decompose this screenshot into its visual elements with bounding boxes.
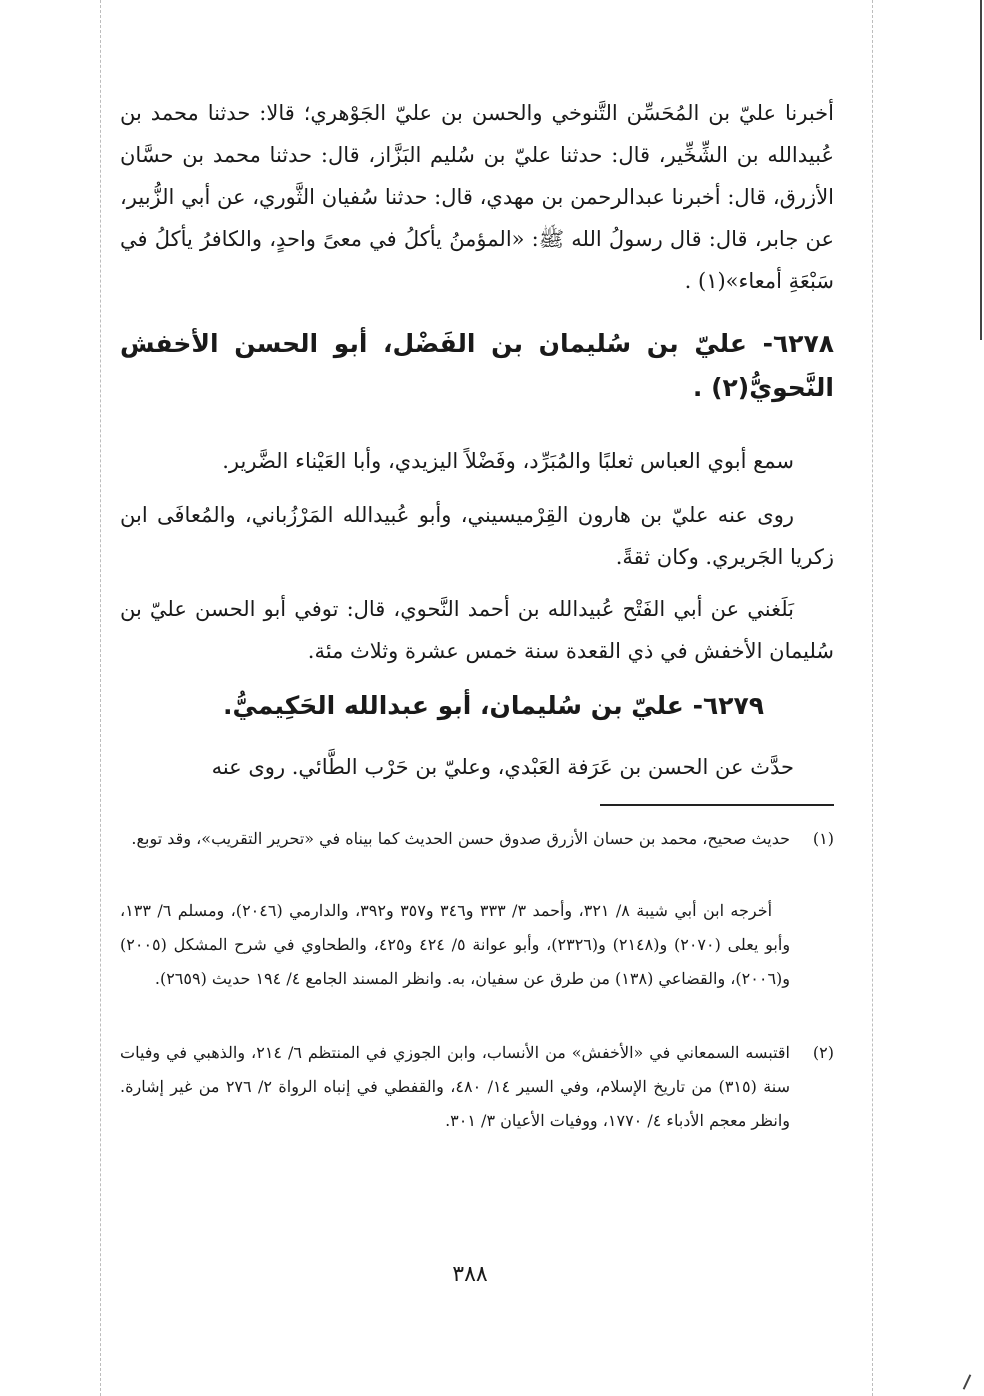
scan-edge-mark-right (980, 0, 982, 340)
footnote-1 (120, 822, 834, 856)
footnote-1-text: حديث صحيح، محمد بن حسان الأزرق صدوق حسن الحديث كما بيناه في «تحرير التقريب»، وقد توبع. (131, 829, 790, 848)
footnote-1-number: (١) (812, 829, 834, 848)
footnote-2-text: اقتبسه السمعاني في «الأخفش» من الأنساب، وابن الجوزي في المنتظم ٦/ ٢١٤، والذهبي في وفيات سنة (٣١٥) من تاريخ الإسلام، وفي السير ١٤/ ٤٨٠، والقفطي في إنباه الرواة ٢/ ٢٧٦ من غير إشارة. وانظر معجم الأدباء ٤/ ١٧٧٠، ووفيات الأعيان ٣/ ٣٠١. (120, 1043, 791, 1130)
footnote-separator (600, 804, 834, 806)
footnote-1-continuation: أخرجه ابن أبي شيبة ٨/ ٣٢١، وأحمد ٣/ ٣٣٣ و٣٤٦ و٣٥٧ و٣٩٢، والدارمي (٢٠٤٦)، ومسلم ٦/ ١٣٣، وأبو يعلى (٢٠٧٠) و(٢١٤٨) و(٢٣٢٦)، وأبو عوانة ٥/ ٤٢٤ و٤٢٥، والطحاوي في شرح المشكل (٢٠٠٥) و(٢٠٠٦)، والقضاعي (١٣٨) من طرق عن سفيان، به. وانظر المسند الجامع ٤/ ١٩٤ حديث (٢٦٥٩). (120, 901, 791, 988)
scan-dashed-line-left (100, 0, 101, 1396)
page-number: ٣٨٨ (452, 1262, 488, 1287)
footnote-2 (120, 1036, 834, 1138)
scan-dashed-line-right (872, 0, 873, 1396)
footnote-2-number: (٢) (812, 1043, 834, 1062)
scan-corner-mark (963, 1374, 972, 1389)
entry-6278-paragraph-narrated: روى عنه عليّ بن هارون القِرْميسيني، وأبو عُبيدالله المَرْزُباني، والمُعافَى ابن زكريا الجَريري. وكان ثقةً. (120, 503, 834, 569)
entry-6279-paragraph: حدَّث عن الحسن بن عَرَفة العَبْدي، وعليّ بن حَرْب الطَّائي. روى عنه (211, 755, 794, 779)
entry-6278-paragraph-heard: سمع أبوي العباس ثعلبًا والمُبَرِّد، وفَضْلاً اليزيدي، وأبا العَيْناء الضَّرير. (222, 449, 794, 473)
entry-6278-paragraph-death: بَلَغني عن أبي الفَتْح عُبيدالله بن أحمد النَّحوي، قال: توفي أبو الحسن عليّ بن سُليمان الأخفش في ذي القعدة سنة خمس عشرة وثلاث مئة. (120, 597, 834, 663)
entry-6278-heading: ٦٢٧٨- عليّ بن سُليمان بن الفَضْل، أبو الحسن الأخفش النَّحويُّ(٢) . (120, 329, 834, 402)
entry-6279-heading: ٦٢٧٩- عليّ بن سُليمان، أبو عبدالله الحَكِيميُّ. (222, 691, 764, 720)
main-paragraph: أخبرنا عليّ بن المُحَسِّن التَّنوخي والحسن بن عليّ الجَوْهري؛ قالا: حدثنا محمد بن عُبيدالله بن الشِّخِّير، قال: حدثنا عليّ بن سُليم البَزَّاز، قال: حدثنا محمد بن حسَّان الأزرق، قال: أخبرنا عبدالرحمن بن مهدي، قال: حدثنا سُفيان الثَّوري، عن أبي الزُّبير، عن جابر، قال: قال رسولُ الله ﷺ: «المؤمنُ يأكلُ في معىً واحدٍ، والكافرُ يأكلُ في سَبْعَةِ أمعاء»(١) . (120, 101, 834, 293)
